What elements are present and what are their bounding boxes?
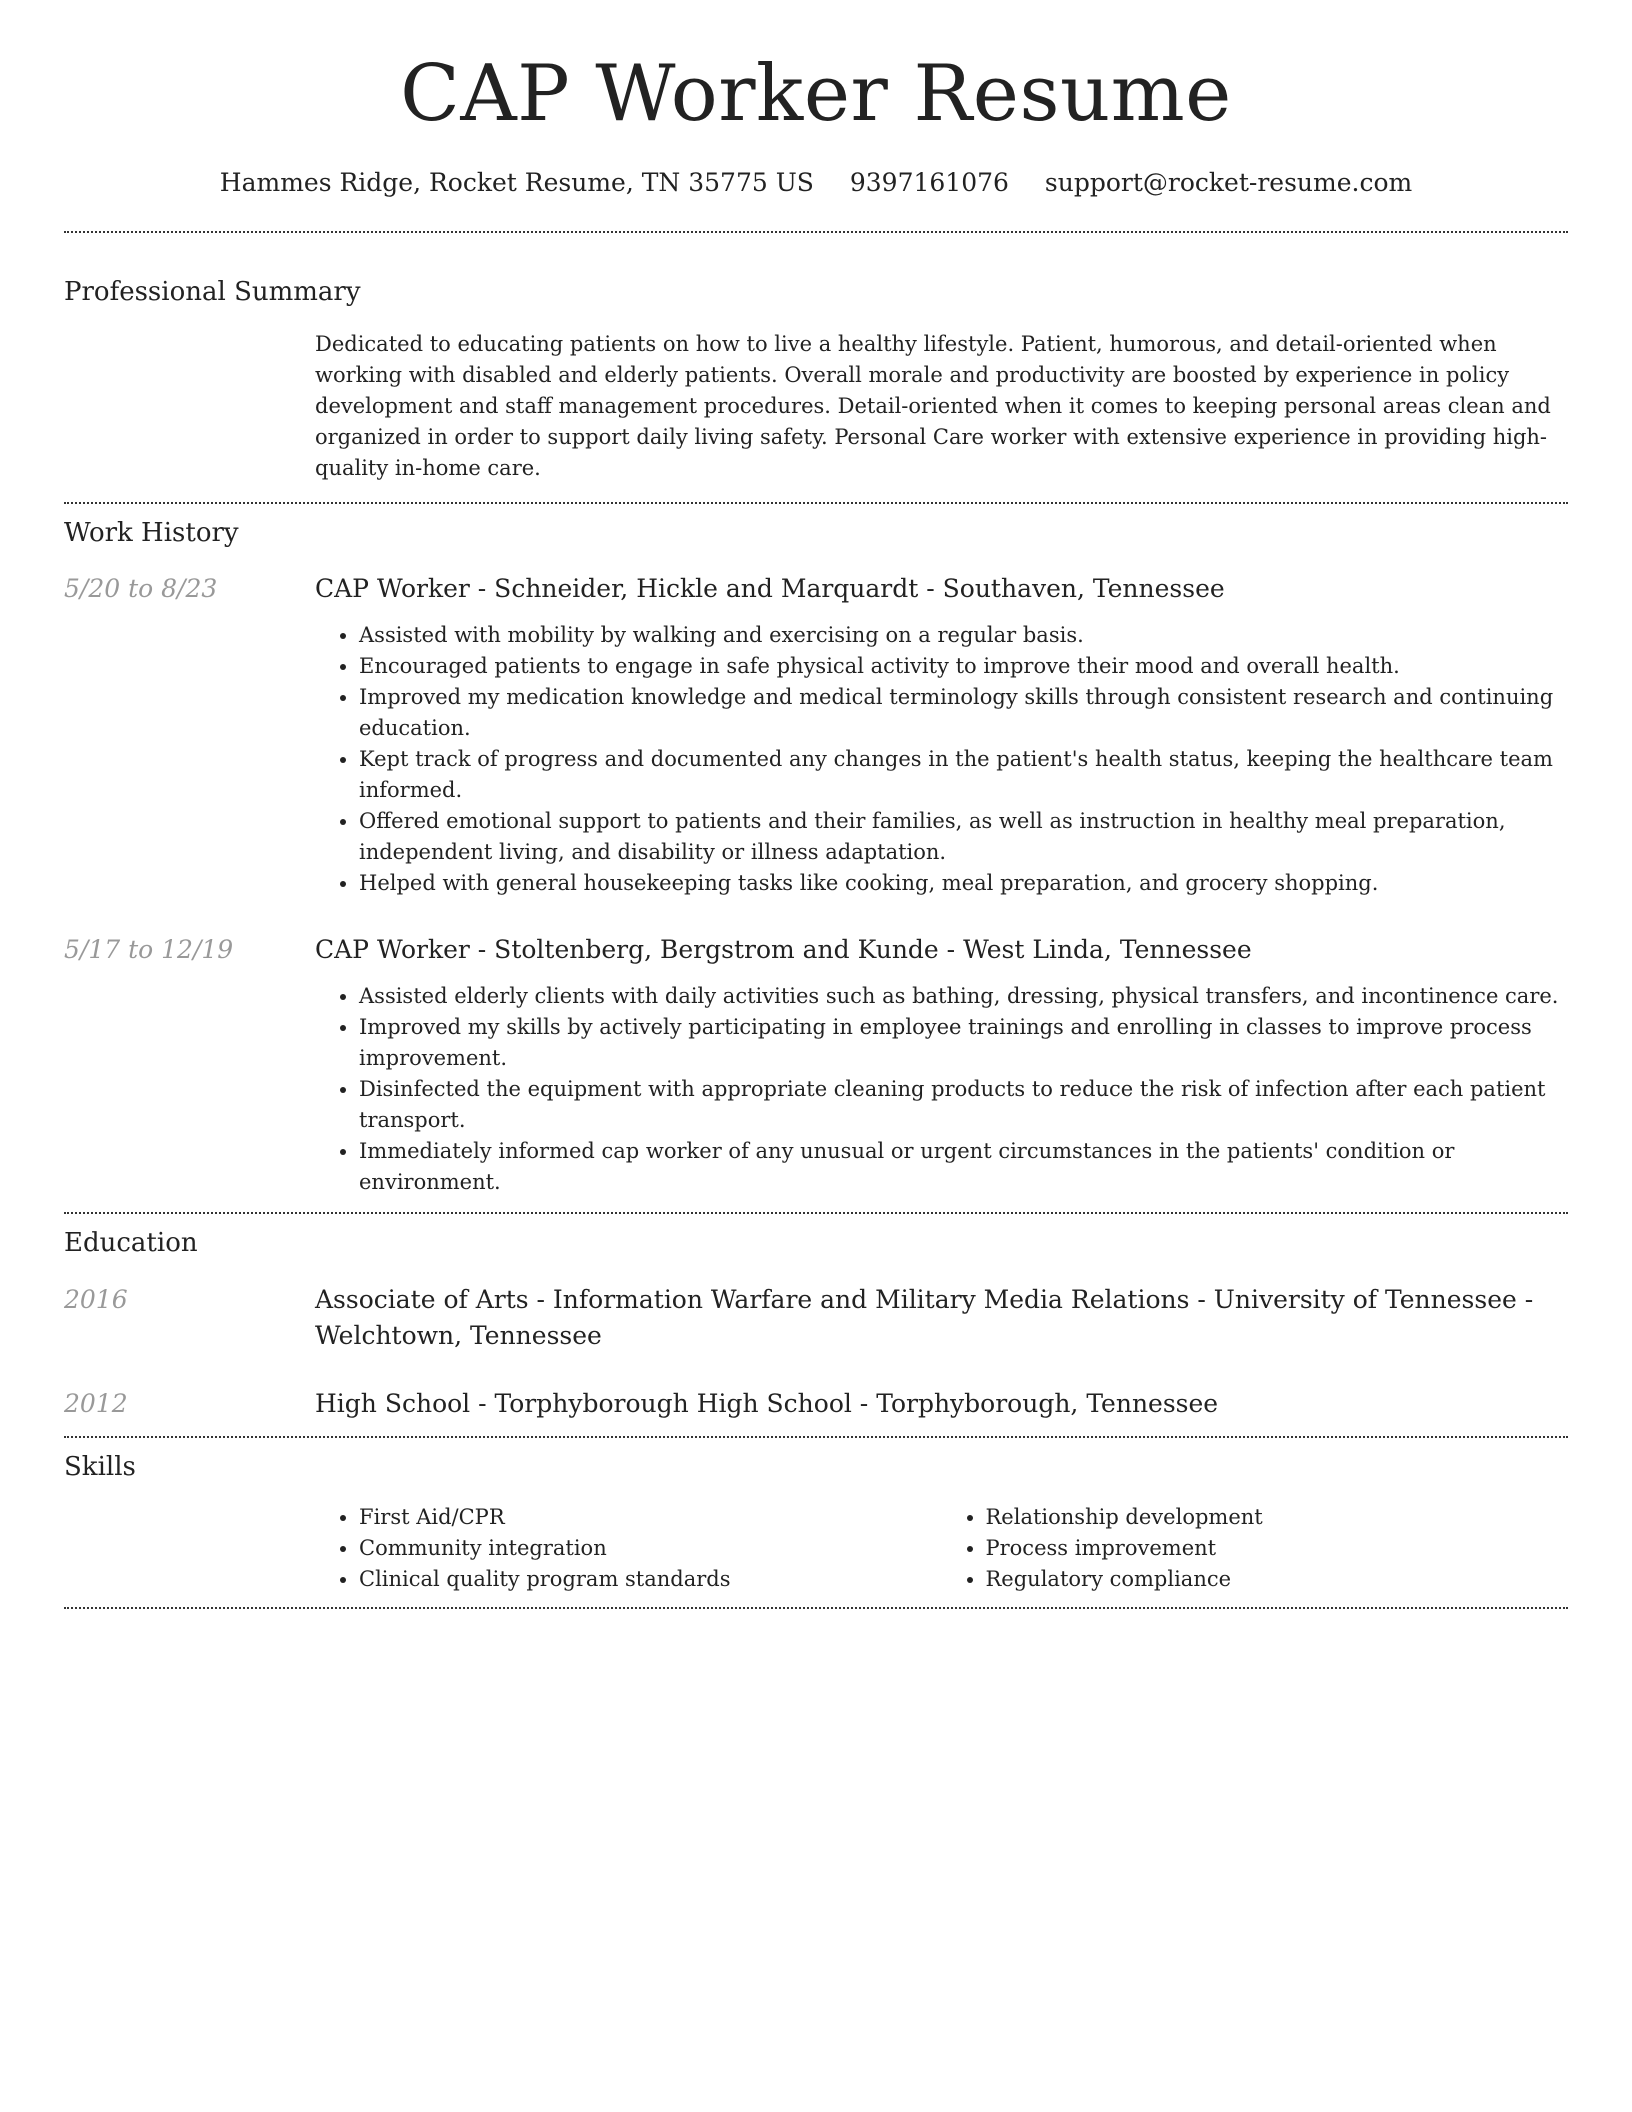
job-bullets <box>315 981 1568 1198</box>
job-entry <box>64 572 1568 899</box>
skills-heading: Skills <box>64 1451 136 1482</box>
list-item: • Immediately informed cap worker of any unusual or urgent circumstances in the patients' condition or environment. <box>359 1136 1568 1198</box>
summary-text: Dedicated to educating patients on how to live a healthy lifestyle. Patient, humorous, and detail-oriented when working with disabled and elderly patients. Overall morale and productivity are boosted by experience in policy development and staff management procedures. Detail-oriented when it comes to keeping personal areas clean and organized in order to support daily living safety. Personal Care worker with extensive experience in providing high-quality in-home care. <box>315 331 1551 480</box>
education-title: Associate of Arts - Information Warfare and Military Media Relations - University of Tennessee - Welchtown, Tennessee <box>315 1284 1534 1350</box>
contact-address: Hammes Ridge, Rocket Resume, TN 35775 US <box>219 167 814 197</box>
job-title: CAP Worker - Stoltenberg, Bergstrom and Kunde - West Linda, Tennessee <box>315 934 1252 964</box>
skills-list-right <box>942 1502 1569 1595</box>
education-entry <box>64 1386 1568 1422</box>
skill-item: • Process improvement <box>986 1533 1569 1564</box>
skills-grid <box>315 1502 1568 1595</box>
education-entry <box>64 1282 1568 1354</box>
job-title: CAP Worker - Schneider, Hickle and Marquardt - Southaven, Tennessee <box>315 573 1225 603</box>
job-dates: 5/17 to 12/19 <box>64 934 234 964</box>
skills-list-left <box>315 1502 942 1595</box>
skills-section <box>64 1438 1568 1607</box>
job-dates: 5/20 to 8/23 <box>64 573 218 603</box>
list-item: • Improved my medication knowledge and medical terminology skills through consistent research and continuing education. <box>359 682 1568 744</box>
contact-line <box>64 168 1568 197</box>
skill-item: • First Aid/CPR <box>359 1502 942 1533</box>
list-item: • Offered emotional support to patients and their families, as well as instruction in healthy meal preparation, independent living, and disability or illness adaptation. <box>359 806 1568 868</box>
resume-title: CAP Worker Resume <box>400 49 1232 139</box>
skill-item: • Relationship development <box>986 1502 1569 1533</box>
job-entry <box>64 933 1568 1198</box>
divider <box>64 1607 1568 1609</box>
list-item: • Helped with general housekeeping tasks like cooking, meal preparation, and grocery shopping. <box>359 868 1568 899</box>
skill-item: • Clinical quality program standards <box>359 1564 942 1595</box>
education-heading: Education <box>64 1227 198 1258</box>
list-item: • Assisted elderly clients with daily activities such as bathing, dressing, physical transfers, and incontinence care. <box>359 981 1568 1012</box>
education-year: 2012 <box>64 1388 128 1418</box>
education-section <box>64 1214 1568 1436</box>
list-item: • Improved my skills by actively participating in employee trainings and enrolling in classes to improve process improvement. <box>359 1012 1568 1074</box>
contact-email: support@rocket-resume.com <box>1044 167 1413 197</box>
summary-heading: Professional Summary <box>64 276 361 307</box>
job-bullets <box>315 620 1568 899</box>
skill-item: • Community integration <box>359 1533 942 1564</box>
list-item: • Assisted with mobility by walking and exercising on a regular basis. <box>359 620 1568 651</box>
list-item: • Kept track of progress and documented any changes in the patient's health status, keeping the healthcare team informed. <box>359 744 1568 806</box>
work-history-heading: Work History <box>64 517 239 548</box>
education-title: High School - Torphyborough High School - Torphyborough, Tennessee <box>315 1388 1219 1418</box>
skill-item: • Regulatory compliance <box>986 1564 1569 1595</box>
summary-section <box>64 233 1568 502</box>
contact-phone: 9397161076 <box>849 167 1009 197</box>
list-item: • Disinfected the equipment with appropriate cleaning products to reduce the risk of infection after each patient transport. <box>359 1074 1568 1136</box>
list-item: • Encouraged patients to engage in safe physical activity to improve their mood and overall health. <box>359 651 1568 682</box>
education-year: 2016 <box>64 1284 128 1314</box>
work-history-section <box>64 504 1568 1212</box>
